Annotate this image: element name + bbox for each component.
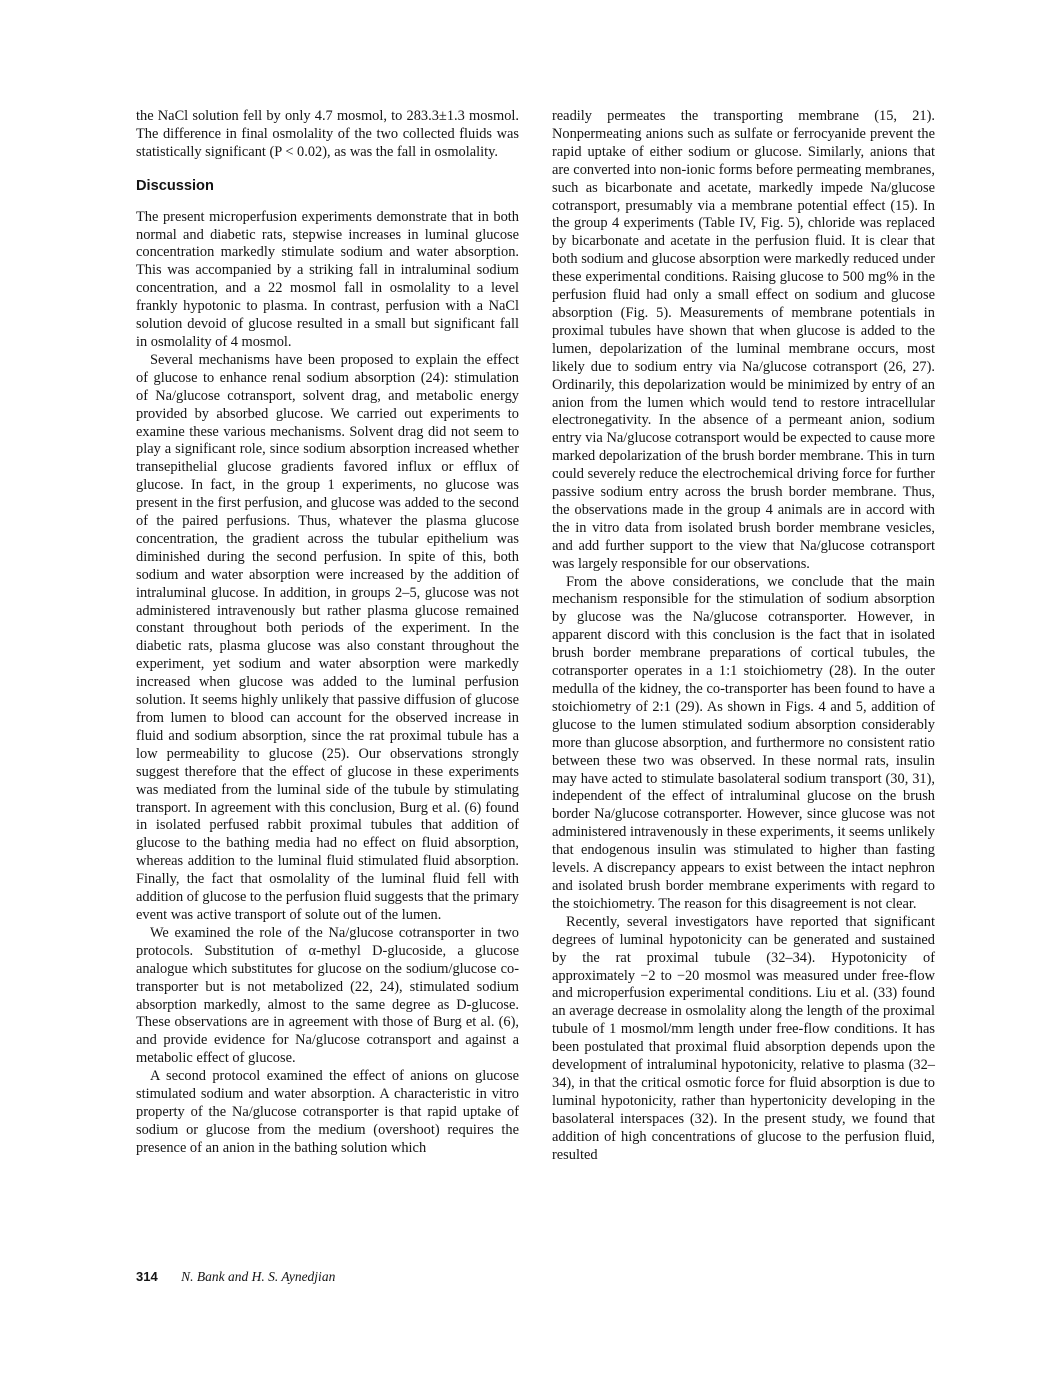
discussion-paragraph-4: A second protocol examined the effect of anions on glucose stimulated sodium and water absorption. A characteristic in vitro property of the Na/glucose cotransporter is that rapid uptake of sodium or glucose from the medium (overshoot) requires the presence of an anion in the bathing solution which (136, 1068, 519, 1156)
discussion-paragraph-6: Recently, several investigators have reported that significant degrees of luminal hypotonicity can be generated and sustained by the rat proximal tubule (32–34). Hypotonicity of approximately −2 to −20 mosmol was measured under free-flow and microperfusion experimental conditions. Liu et al. (33) found an average decrease in osmolality along the length of the proximal tubule of 1 mosmol/mm length under free-flow conditions. It has been postulated that proximal fluid absorption depends upon the development of intraluminal hypotonicity, relative to plasma (32–34), in that the critical osmotic force for fluid absorption is due to luminal hypotonicity, rather than hypertonicity developing in the basolateral interspaces (32). In the present study, we found that addition of high concentrations of glucose to the perfusion fluid, resulted (552, 913, 935, 1163)
left-column (136, 108, 519, 1158)
page-footer (136, 1269, 335, 1285)
discussion-paragraph-1: The present microperfusion experiments demonstrate that in both normal and diabetic rats, stepwise increases in luminal glucose concentration markedly stimulate sodium and water absorption. This was accompanied by a striking fall in intraluminal sodium concentration, and a 22 mosmol fall in osmolality to a level frankly hypotonic to plasma. In contrast, perfusion with a NaCl solution devoid of glucose resulted in a small but significant fall in osmolality of 4 mosmol. (136, 208, 519, 350)
discussion-paragraph-4-continued: readily permeates the transporting membrane (15, 21). Nonpermeating anions such as sulfate or ferrocyanide prevent the rapid uptake of either sodium or glucose. Similarly, anions that are converted into non-ionic forms before permeating membranes, such as bicarbonate and acetate, markedly impede Na/glucose cotransport, presumably via a membrane potential effect (15). In the group 4 experiments (Table IV, Fig. 5), chloride was replaced by bicarbonate and acetate in the perfusion fluid. It is clear that both sodium and glucose absorption were markedly reduced under these experimental conditions. Raising glucose to 500 mg% in the perfusion fluid had only a small effect on sodium and glucose absorption (Fig. 5). Measurements of membrane potentials in proximal tubules have shown that when glucose is added to the lumen, depolarization of the luminal membrane occurs, most likely due to sodium entry via Na/glucose cotransport (26, 27). Ordinarily, this depolarization would be minimized by entry of an anion from the lumen which would tend to restore intracellular electronegativity. In the absence of a permeant anion, sodium entry via Na/glucose cotransport would be expected to cause more marked depolarization of the brush border membrane. This in turn could severely reduce the electrochemical driving force for further passive sodium entry across the brush border membrane. Thus, the observations made in the group 4 animals are in accord with the in vitro data from isolated brush border membrane vesicles, and add further support to the view that Na/glucose cotransport was largely responsible for our observations. (552, 108, 935, 572)
section-heading-discussion: Discussion (136, 177, 214, 194)
discussion-paragraph-2: Several mechanisms have been proposed to explain the effect of glucose to enhance renal sodium absorption (24): stimulation of Na/glucose cotransport, solvent drag, and metabolic energy provided by absorbed glucose. We carried out experiments to examine these various mechanisms. Solvent drag did not seem to play a significant role, since sodium absorption increased whether transepithelial glucose gradients favored influx or efflux of glucose. In fact, in the group 1 experiments, no glucose was present in the first perfusion, and glucose was added to the second of the paired perfusions. Thus, whatever the plasma glucose concentration, the gradient across the tubular epithelium was diminished during the second perfusion. In spite of this, both sodium and water absorption were increased by the addition of intraluminal glucose. In addition, in groups 2–5, glucose was not administered intravenously but rather plasma glucose remained constant throughout both periods of the experiment. In the diabetic rats, plasma glucose was also constant throughout the experiment, yet sodium and water absorption were markedly increased when glucose was added to the luminal perfusion solution. It seems highly unlikely that passive diffusion of glucose from lumen to blood can account for the observed increase in fluid and sodium absorption, since the rat proximal tubule has a low permeability to glucose (25). Our observations strongly suggest therefore that the effect of glucose in these experiments was mediated from the luminal side of the tubule by stimulating transport. In agreement with this conclusion, Burg et al. (6) found in isolated perfused rabbit proximal tubules that addition of glucose to the bathing media had no effect on fluid absorption, whereas addition to the luminal fluid stimulated fluid absorption. Finally, the fact that osmolality of the luminal fluid fell with addition of glucose to the perfusion fluid suggests that the primary event was active transport of solute out of the lumen. (136, 351, 519, 923)
discussion-paragraph-3: We examined the role of the Na/glucose cotransporter in two protocols. Substitution of α-methyl D-glucoside, a glucose analogue which substitutes for glucose on the sodium/glucose co-transporter but is not metabolized (22, 24), stimulated sodium absorption markedly, almost to the same degree as D-glucose. These observations are in agreement with those of Burg et al. (6), and provide evidence for Na/glucose cotransport and against a metabolic effect of glucose. (136, 924, 519, 1067)
page-number: 314 (136, 1269, 158, 1284)
results-continuation-paragraph: the NaCl solution fell by only 4.7 mosmol, to 283.3±1.3 mosmol. The difference in final osmolality of the two collected fluids was statistically significant (P < 0.02), as was the fall in osmolality. (136, 108, 519, 160)
running-footer-authors: N. Bank and H. S. Aynedjian (181, 1269, 336, 1284)
discussion-paragraph-5: From the above considerations, we conclude that the main mechanism responsible for the stimulation of sodium absorption by glucose was the Na/glucose cotransporter. However, in apparent discord with this conclusion is the fact that in isolated brush border membrane preparations of cortical tubules, the cotransporter operates in a 1:1 stoichiometry (28). In the outer medulla of the kidney, the co-transporter has been found to have a stoichiometry of 2:1 (29). As shown in Figs. 4 and 5, addition of glucose to the lumen stimulated sodium absorption considerably more than glucose absorption, and furthermore no consistent ratio between these two was observed. In these normal rats, insulin may have acted to stimulate basolateral sodium transport (30, 31), independent of the effect of intraluminal glucose on the brush border Na/glucose cotransporter. However, since glucose was not administered intravenously in these experiments, it seems unlikely that endogenous insulin was stimulated to higher than fasting levels. A discrepancy appears to exist between the intact nephron and isolated brush border membrane experiments with regard to the stoichiometry. The reason for this disagreement is not clear. (552, 573, 935, 912)
right-column (552, 108, 935, 1164)
